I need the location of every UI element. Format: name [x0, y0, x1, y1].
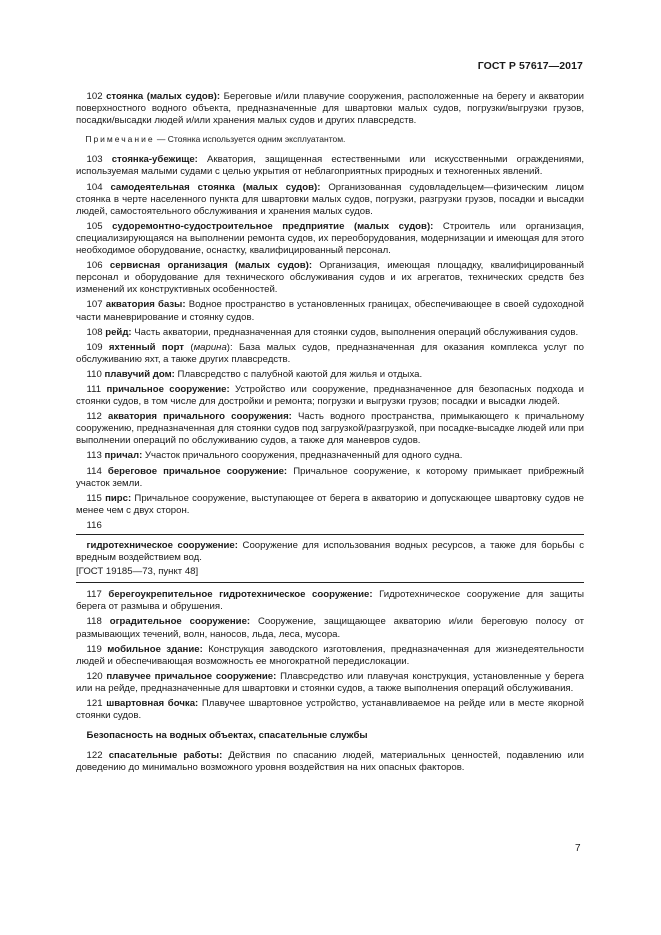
- term-name: пирс:: [105, 492, 132, 504]
- term-name: акватория базы:: [105, 299, 186, 311]
- term-definition: Акватория, защищенная естественными или искусственными ограждениями, используемая малыми судами с целью укрытия от неблагоприятных природных и техногенных явлений.: [76, 154, 584, 178]
- term-entry-115: 115 пирс: Причальное сооружение, выступающее от берега в акваторию и допускающее швартовку судов не менее чем с двух сторон.: [76, 492, 584, 516]
- term-definition: Плавсредство с палубной каютой для жилья и отдыха.: [174, 368, 423, 380]
- term-entry-118: 118 оградительное сооружение: Сооружение, защищающее акваторию и/или береговую полосу от размывающих течений, волн, наносов, льда, леса, мусора.: [76, 616, 584, 640]
- term-entry-107: 107 акватория базы: Водное пространство в установленных границах, обеспечивающее в своей судоходной части маневрирование и стоянку судов.: [76, 299, 584, 323]
- source-reference: [ГОСТ 19185—73, пункт 48]: [76, 566, 199, 578]
- term-definition: Конструкция заводского изготовления, предназначенная для жизнедеятельности людей и обеспечивающая возможность ее многократной передислокации.: [76, 643, 584, 667]
- term-name: береговое причальное сооружение:: [107, 465, 288, 477]
- document-body: [76, 91, 584, 778]
- term-definition: Часть водного пространства, примыкающего к причальному сооружению, предназначенная для стоянки судов под загрузкой/разгрузкой, при посадке-высадке людей или при выполнении операций по обслуживанию судов, а также для маневров судов.: [76, 411, 585, 447]
- term-entry-114: 114 береговое причальное сооружение: Причальное сооружение, к которому примыкает прибрежный участок земли.: [76, 465, 584, 489]
- term-definition: Строитель или организация, специализирующаяся на выполнении ремонта судов, их переоборудования, модернизации и имеющая для этого необходимое оборудование, оснастку, квалифицированный персонал.: [76, 220, 585, 257]
- standard-header: ГОСТ Р 57617—2017: [477, 60, 583, 72]
- note-label: Примечание: [85, 134, 155, 145]
- term-entry-120: 120 плавучее причальное сооружение: Плавсредство или плавучая конструкция, установленные у берега или на рейде, предназначенные для швартовки и стоянки судов, а также выполнения операций обслуживания.: [76, 670, 584, 694]
- term-definition: Водное пространство в установленных границах, обеспечивающее в своей судоходной части маневрирование и стоянку судов.: [76, 299, 584, 323]
- term-definition: Организация, имеющая площадку, квалифицированный персонал и оборудование для технического обслуживания судов и их агрегатов, технических средств без изменений их конструктивных особенностей.: [76, 260, 585, 296]
- term-name: стоянка (малых судов):: [106, 91, 221, 102]
- term-definition: Устройство или сооружение, предназначенное для безопасных подхода и стоянки судов, в том числе для достройки и ремонта; погрузки и выгрузки грузов; посадки и высадки людей.: [76, 383, 584, 408]
- term-definition: : База малых судов, предназначенная для оказания комплекса услуг по обслуживанию яхт, а также других плавсредств.: [76, 341, 584, 365]
- term-definition: Плавсредство или плавучая конструкция, установленные у берега или на рейде, предназначенные для швартовки и стоянки судов, а также выполнения операций обслуживания.: [76, 670, 584, 694]
- term-name: рейд:: [105, 326, 132, 338]
- note-text: — Стоянка используется одним эксплуатантом.: [154, 134, 346, 145]
- term-entry-111: 111 причальное сооружение: Устройство или сооружение, предназначенное для безопасных подхода и стоянки судов, в том числе для достройки и ремонта; погрузки и выгрузки грузов; посадки и высадки людей.: [76, 383, 584, 408]
- term-name: оградительное сооружение:: [109, 616, 251, 628]
- term-definition: Береговые и/или плавучие сооружения, расположенные на берегу и акватории поверхностного водного объекта, предназначенные для швартовки малых судов, погрузки/выгрузки грузов, посадки/высадки людей и/или хранения малых судов и других плавсредств.: [76, 91, 585, 127]
- term-synonym: марина: [193, 341, 227, 353]
- term-entry-113: 113 причал: Участок причального сооружения, предназначенный для одного судна.: [86, 450, 463, 462]
- term-name: сервисная организация (малых судов):: [109, 260, 313, 272]
- term-entry-121: 121 швартовная бочка: Плавучее швартовное устройство, устанавливаемое на рейде или в месте якорной стоянки судов.: [76, 698, 584, 722]
- term-definition: Действия по спасанию людей, материальных ценностей, подавлению или доведению до минимально возможного уровня воздействия на них опасных факторов.: [76, 750, 584, 774]
- term-name: стоянка-убежище:: [111, 154, 198, 166]
- term-entry-102: 102 стоянка (малых судов): Береговые и/или плавучие сооружения, расположенные на берегу и акватории поверхностного водного объекта, предназначенные для швартовки малых судов, погрузки/выгрузки грузов, посадки/высадки людей и/или хранения малых судов и других плавсредств.: [76, 91, 585, 127]
- term-definition: Сооружение для использования водных ресурсов, а также для борьбы с вредным воздействием вод.: [76, 540, 585, 564]
- term-name: берегоукрепительное гидротехническое сооружение:: [108, 589, 373, 601]
- term-entry-103: 103 стоянка-убежище: Акватория, защищенная естественными или искусственными ограждениями, используемая малыми судами с целью укрытия от неблагоприятных природных и техногенных явлений.: [76, 154, 584, 178]
- term-name: плавучее причальное сооружение:: [106, 670, 277, 682]
- term-entry-112: 112 акватория причального сооружения: Часть водного пространства, примыкающего к причальному сооружению, предназначенная для стоянки судов под загрузкой/разгрузкой, при посадке-высадке людей или при выполнении операций по обслуживанию судов, а также для маневров судов.: [76, 411, 585, 447]
- term-definition: Причальное сооружение, к которому примыкает прибрежный участок земли.: [76, 465, 584, 489]
- term-name: причальное сооружение:: [106, 383, 230, 395]
- term-entry-105: 105 судоремонтно-судостроительное предприятие (малых судов): Строитель или организация, специализирующаяся на выполнении ремонта судов, их переоборудования, модернизации и имеющая для этого необходимое оборудование, оснастку, квалифицированный персонал.: [76, 220, 585, 257]
- term-name: судоремонтно-судостроительное предприятие (малых судов):: [112, 220, 434, 232]
- term-name: акватория причального сооружения:: [107, 411, 292, 423]
- term-entry-116-number: 116: [86, 519, 102, 531]
- term-name: причал:: [104, 450, 143, 462]
- page-number: 7: [575, 843, 581, 854]
- term-definition: Часть акватории, предназначенная для стоянки судов, выполнения операций обслуживания судов.: [131, 326, 579, 338]
- term-name: швартовная бочка:: [106, 698, 199, 710]
- term-entry-108: 108 рейд: Часть акватории, предназначенная для стоянки судов, выполнения операций обслуживания судов.: [86, 326, 579, 338]
- note: [76, 133, 584, 145]
- term-entry-119: 119 мобильное здание: Конструкция заводского изготовления, предназначенная для жизнедеятельности людей и обеспечивающая возможность ее многократной передислокации.: [76, 643, 584, 667]
- term-entry-122: 122 спасательные работы: Действия по спасанию людей, материальных ценностей, подавлению или доведению до минимально возможного уровня воздействия на них опасных факторов.: [76, 750, 584, 774]
- term-entry-104: 104 самодеятельная стоянка (малых судов): Организованная судовладельцем—физическим лицом стоянка в черте населенного пункта для швартовки малых судов, погрузки, разгрузки грузов, посадки и высадки людей, самостоятельного обслуживания и хранения малых судов.: [76, 181, 584, 217]
- term-name: мобильное здание:: [107, 643, 203, 655]
- term-name: плавучий дом:: [104, 368, 175, 380]
- term-entry-117: 117 берегоукрепительное гидротехническое сооружение: Гидротехническое сооружение для защиты берега от размыва и обрушения.: [76, 589, 585, 613]
- term-entry-109: 109 яхтенный порт (марина): База малых судов, предназначенная для оказания комплекса услуг по обслуживанию яхт, а также других плавсредств.: [76, 341, 584, 365]
- term-name: самодеятельная стоянка (малых судов):: [110, 181, 321, 193]
- term-definition: Плавучее швартовное устройство, устанавливаемое на рейде или в месте якорной стоянки судов.: [76, 698, 584, 722]
- term-name: яхтенный порт: [108, 341, 185, 353]
- term-entry-106: 106 сервисная организация (малых судов): Организация, имеющая площадку, квалифицированный персонал и оборудование для технического обслуживания судов и их агрегатов, технических средств без изменений их конструктивных особенностей.: [76, 260, 585, 296]
- term-definition: Причальное сооружение, выступающее от берега в акваторию и допускающее швартовку судов не менее чем с двух сторон.: [76, 492, 584, 516]
- term-definition: Участок причального сооружения, предназначенный для одного судна.: [142, 450, 463, 462]
- term-name: спасательные работы:: [108, 750, 223, 762]
- term-name: гидротехническое сооружение:: [86, 540, 238, 551]
- section-heading: Безопасность на водных объектах, спасательные службы: [86, 730, 368, 742]
- term-entry-110: 110 плавучий дом: Плавсредство с палубной каютой для жилья и отдыха.: [86, 368, 423, 380]
- term-entry-116: [76, 540, 584, 564]
- term-definition: Гидротехническое сооружение для защиты берега от размыва и обрушения.: [76, 589, 585, 613]
- term-definition: Организованная судовладельцем—физическим лицом стоянка в черте населенного пункта для швартовки малых судов, погрузки, разгрузки грузов, посадки и высадки людей, самостоятельного обслуживания и хранения малых судов.: [76, 181, 584, 217]
- quoted-definition-box: [76, 534, 584, 583]
- term-definition: Сооружение, защищающее акваторию и/или береговую полосу от размывающих течений, волн, наносов, льда, леса, мусора.: [76, 616, 584, 640]
